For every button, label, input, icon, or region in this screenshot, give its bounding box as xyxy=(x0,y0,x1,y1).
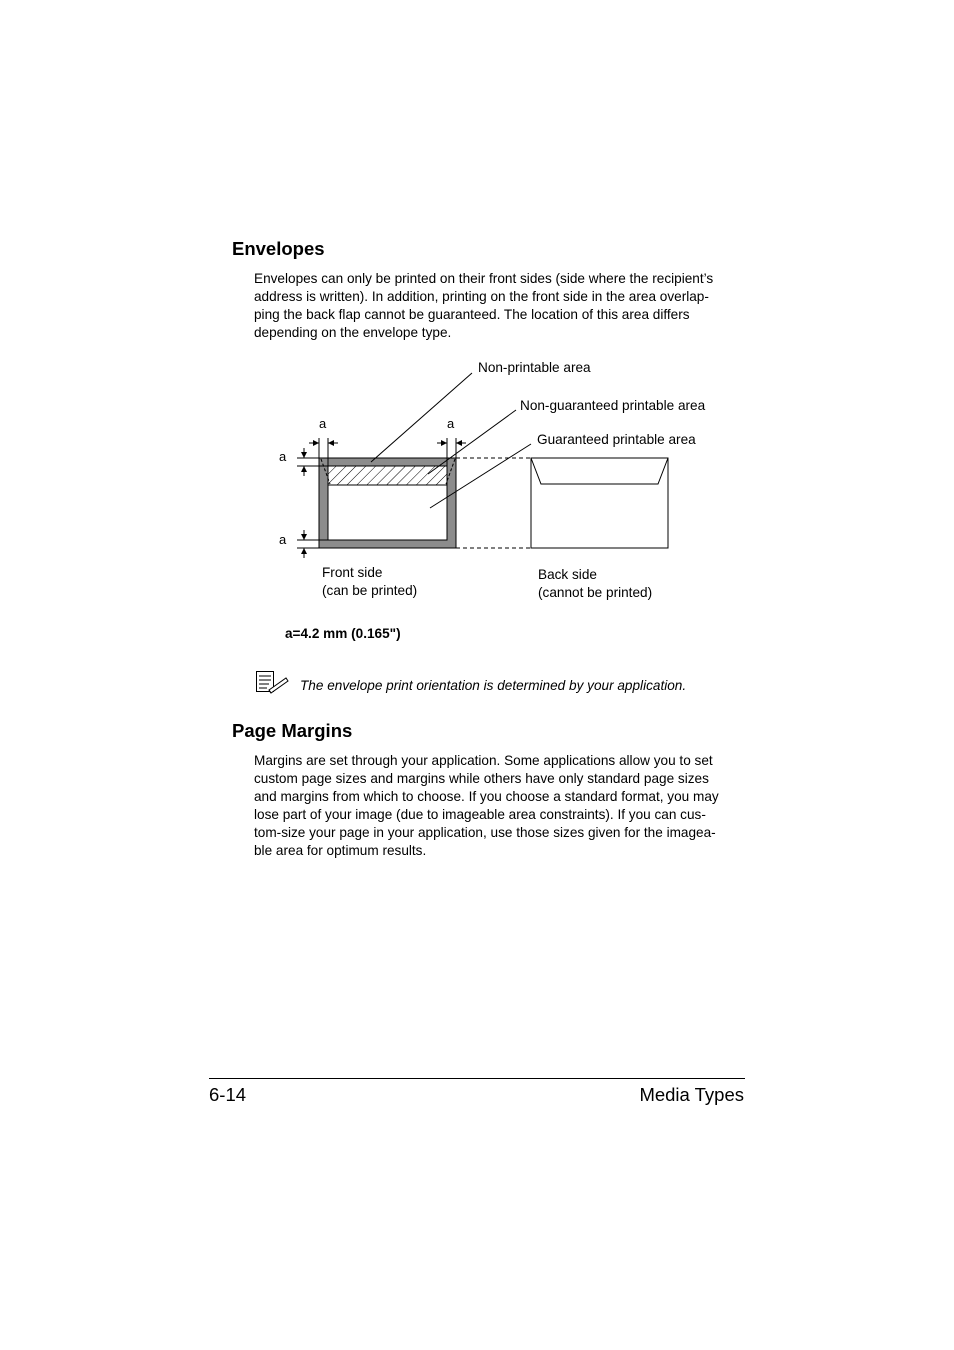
label-back-side xyxy=(538,566,652,602)
section-heading-envelopes: Envelopes xyxy=(232,238,325,259)
dimension-caption: a=4.2 mm (0.165") xyxy=(285,626,401,641)
dim-label-top-left: a xyxy=(319,416,327,431)
dim-arrow xyxy=(328,440,334,446)
page-number: 6-14 xyxy=(209,1084,247,1105)
dim-arrow xyxy=(456,440,462,446)
label-guaranteed-area: Guaranteed printable area xyxy=(537,432,696,447)
dim-arrow xyxy=(441,440,447,446)
note-pad-pencil-icon xyxy=(255,670,289,694)
paragraph-line: Margins are set through your application. Some applications allow you to set xyxy=(254,753,713,768)
dim-arrow xyxy=(301,452,307,458)
label-non-printable-area: Non-printable area xyxy=(478,360,591,375)
footer-section-title: Media Types xyxy=(639,1084,744,1105)
paragraph-line: ble area for optimum results. xyxy=(254,843,427,858)
paragraph-line: depending on the envelope type. xyxy=(254,325,452,340)
dim-label-left-top: a xyxy=(279,449,287,464)
dim-arrow xyxy=(301,548,307,554)
label-front-side-line2: (can be printed) xyxy=(322,583,418,598)
paragraph-line: custom page sizes and margins while others have only standard page sizes xyxy=(254,771,709,786)
dim-label-left-bottom: a xyxy=(279,532,287,547)
dim-arrow xyxy=(301,534,307,540)
label-front-side xyxy=(322,564,417,600)
dim-arrow xyxy=(301,466,307,472)
label-front-side-line1: Front side xyxy=(322,565,383,580)
paragraph-line: ping the back flap cannot be guaranteed. The location of this area differs xyxy=(254,307,690,322)
paragraph-line: lose part of your image (due to imageable area constraints). If you can cus- xyxy=(254,807,706,822)
footer-rule xyxy=(209,1078,745,1079)
label-back-side-line2: (cannot be printed) xyxy=(538,585,653,600)
section-heading-page-margins: Page Margins xyxy=(232,720,353,741)
dim-arrow xyxy=(313,440,319,446)
non-guaranteed-strip xyxy=(328,466,447,485)
note-text: The envelope print orientation is determined by your application. xyxy=(300,678,687,693)
paragraph-line: and margins from which to choose. If you choose a standard format, you may xyxy=(254,789,719,804)
page-margins-paragraph xyxy=(254,752,746,860)
label-back-side-line1: Back side xyxy=(538,567,597,582)
leader-non-printable xyxy=(371,373,472,462)
paragraph-line: tom-size your page in your application, use those sizes given for the imagea- xyxy=(254,825,716,840)
label-non-guaranteed-area: Non-guaranteed printable area xyxy=(520,398,706,413)
back-envelope-outline xyxy=(531,458,668,548)
dim-label-top-right: a xyxy=(447,416,455,431)
paragraph-line: address is written). In addition, printing on the front side in the area overlap- xyxy=(254,289,709,304)
paragraph-line: Envelopes can only be printed on their front sides (side where the recipient’s xyxy=(254,271,714,286)
